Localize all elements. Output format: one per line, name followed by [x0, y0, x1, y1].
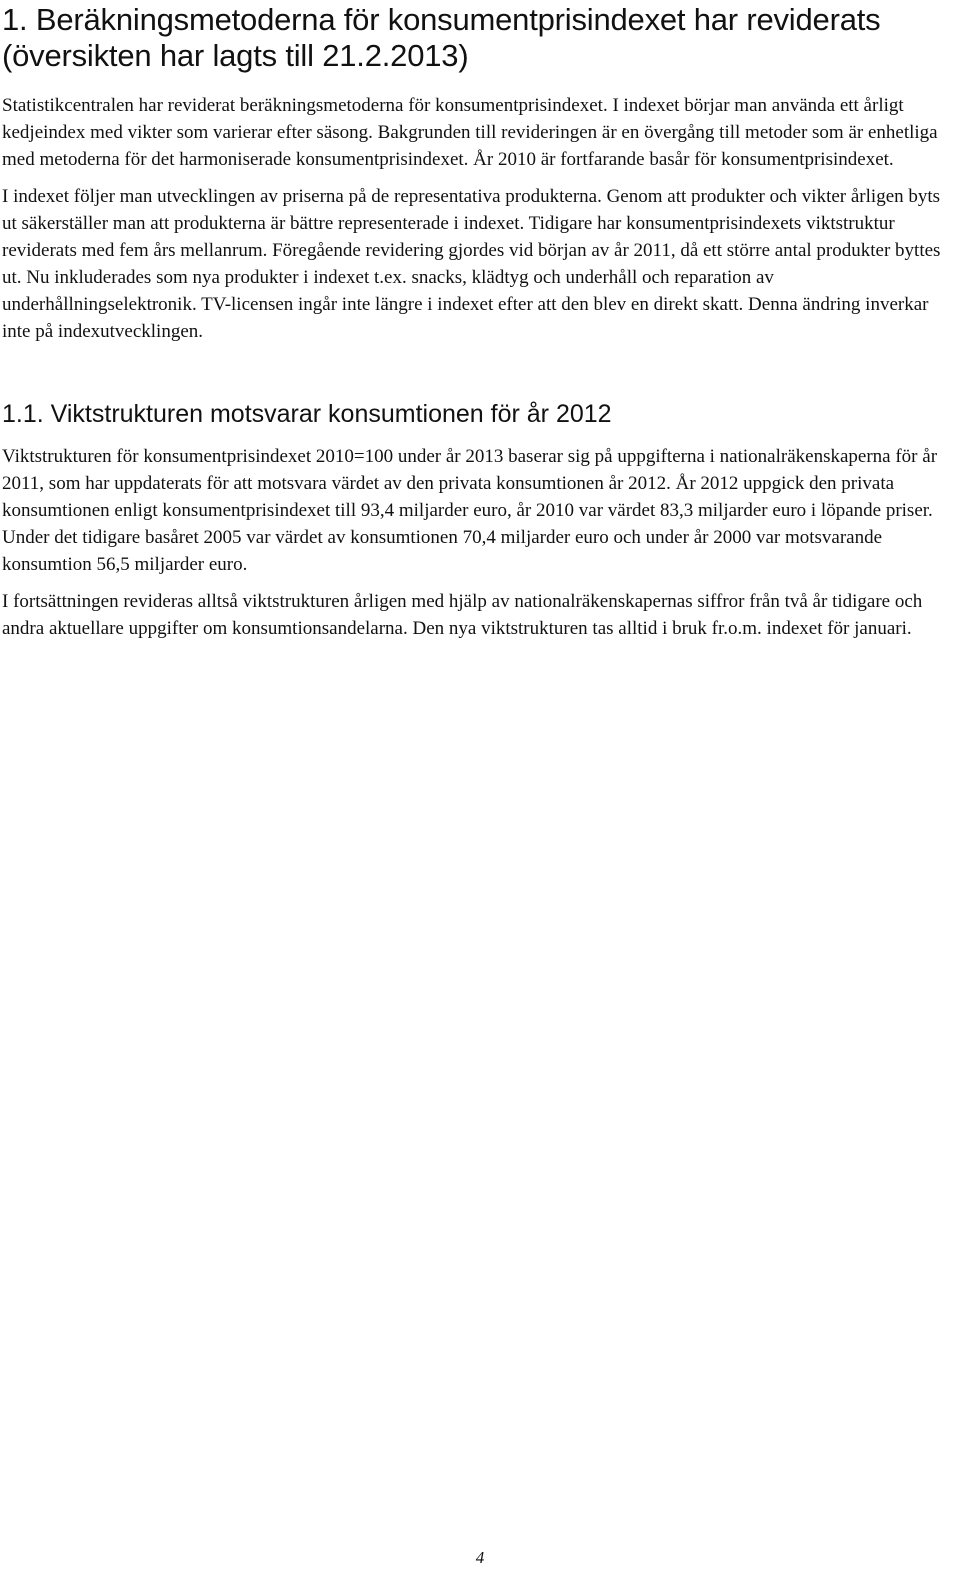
section-1-1-paragraph-2: I fortsättningen revideras alltså viktstrukturen årligen med hjälp av nationalräkenskapernas siffror från två år tidigare och andra aktuellare uppgifter om konsumtionsandelarna. Den nya viktstrukturen tas alltid i bruk fr.o.m. indexet för januari.	[2, 591, 923, 639]
section-1-paragraph-2: I indexet följer man utvecklingen av priserna på de representativa produkterna. Genom att produkter och vikter årligen byts ut säkerställer man att produkterna är bättre representerade i indexet. Tidigare har konsumentprisindexets viktstruktur reviderats med fem års mellanrum. Föregående revidering gjordes vid början av år 2011, då ett större antal produkter byttes ut. Nu inkluderades som nya produkter i indexet t.ex. snacks, klädtyg och underhåll och reparation av underhållningselektronik. TV-licensen ingår inte längre i indexet efter att den blev en direkt skatt. Denna ändring inverkar inte på indexutvecklingen.	[2, 186, 941, 342]
section-1-1-paragraph-1: Viktstrukturen för konsumentprisindexet 2010=100 under år 2013 baserar sig på uppgifterna i nationalräkenskaperna för år 2011, som har uppdaterats för att motsvara värdet av den privata konsumtionen år 2012. År 2012 uppgick den privata konsumtionen enligt konsumentprisindexet till 93,4 miljarder euro, år 2010 var värdet 83,3 miljarder euro i löpande priser. Under det tidigare basåret 2005 var värdet av konsumtionen 70,4 miljarder euro och under år 2000 var motsvarande konsumtion 56,5 miljarder euro.	[2, 446, 938, 575]
section-heading-1: 1. Beräkningsmetoderna för konsumentprisindexet har reviderats (översikten har lagts till 21.2.2013)	[2, 2, 881, 73]
section-1-paragraph-1: Statistikcentralen har reviderat beräkningsmetoderna för konsumentprisindexet. I indexet börjar man använda ett årligt kedjeindex med vikter som varierar efter säsong. Bakgrunden till revideringen är en övergång till metoder som är enhetliga med metoderna för det harmoniserade konsumentprisindexet. År 2010 är fortfarande basår för konsumentprisindexet.	[2, 95, 938, 170]
document-content	[2, 0, 957, 642]
page-number: 4	[475, 1548, 485, 1567]
section-heading-1-1: 1.1. Viktstrukturen motsvarar konsumtionen för år 2012	[2, 400, 612, 428]
